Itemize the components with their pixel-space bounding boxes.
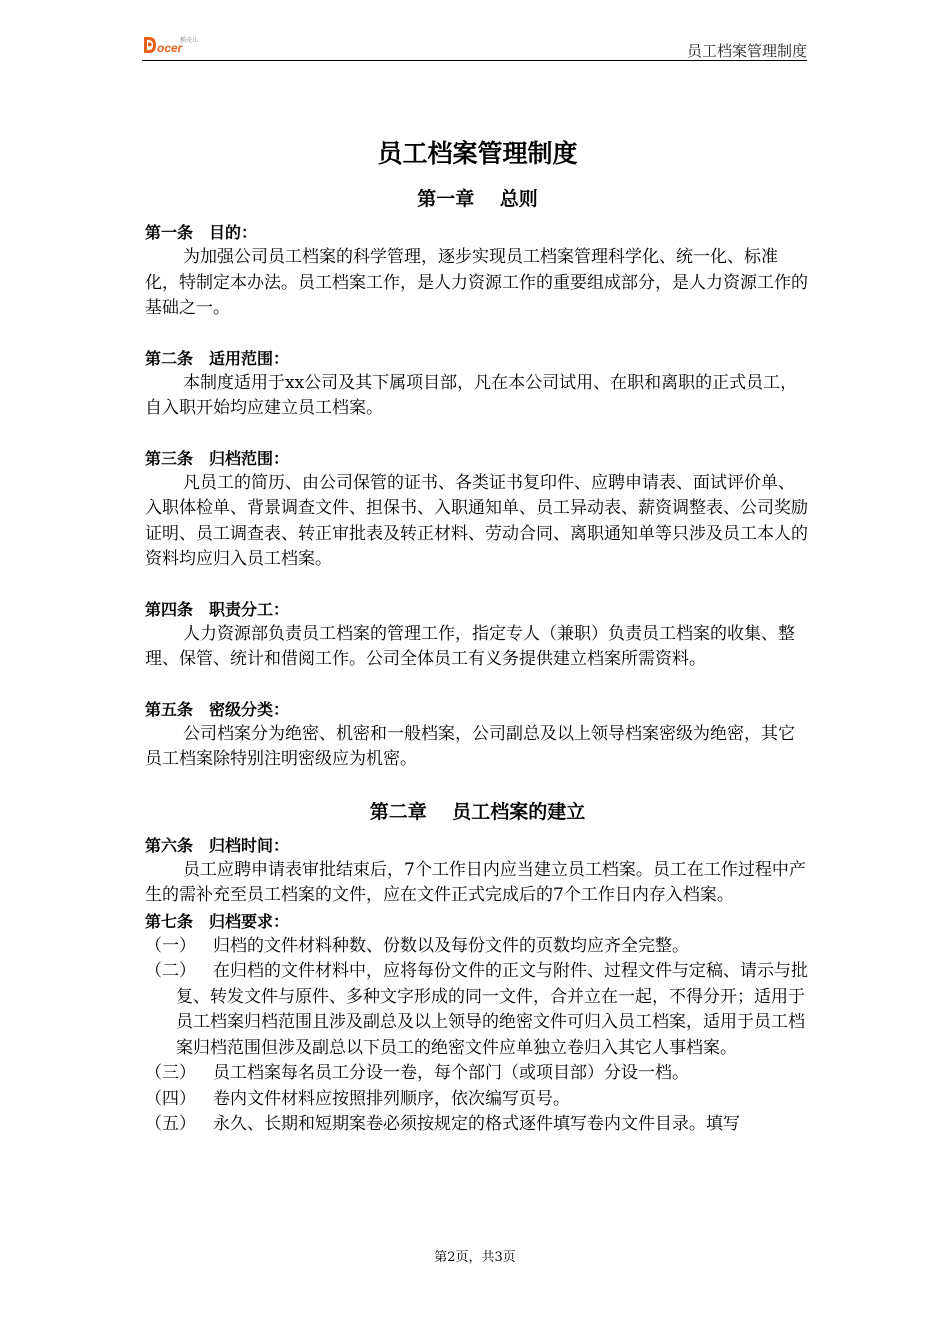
article-5 — [145, 697, 810, 773]
article-heading: 第一条 目的： — [145, 223, 258, 242]
list-item-text: 员工档案每名员工分设一卷，每个部门（或项目部）分设一档。 — [213, 1063, 689, 1083]
page-footer: 第2页，共3页 — [434, 1250, 516, 1265]
list-item-text: 在归档的文件材料中，应将每份文件的正文与附件、过程文件与定稿、请示与批复、转发文件与原件、多种文字形成的同一文件，合并立在一起，不得分开；适用于员工档案归档范围且涉及副总及以上领导的绝密文件可归入员工档案，适用于员工档案归档范围但涉及副总以下员工的绝密文件应单独立卷归入其它人事档案。 — [176, 961, 808, 1058]
document-body — [145, 130, 810, 1138]
article-7 — [145, 909, 810, 1138]
article-text: 人力资源部负责员工档案的管理工作，指定专人（兼职）负责员工档案的收集、整理、保管、统计和借阅工作。公司全体员工有义务提供建立档案所需资料。 — [145, 623, 795, 669]
page-header — [142, 30, 807, 61]
list-item — [145, 1112, 810, 1138]
article-heading: 第五条 密级分类： — [145, 699, 290, 719]
list-item-number: （一） — [145, 935, 196, 956]
list-item-text: 永久、长期和短期案卷必须按规定的格式逐件填写卷内文件目录。填写 — [213, 1114, 740, 1134]
article-4 — [145, 597, 810, 673]
document-title: 员工档案管理制度 — [377, 139, 578, 168]
list-item-number: （五） — [145, 1114, 196, 1134]
list-item-number: （二） — [145, 961, 196, 981]
article-3 — [145, 446, 810, 573]
list-item-text: 卷内文件材料应按照排列顺序，依次编写页号。 — [213, 1088, 570, 1109]
list-item — [145, 934, 810, 960]
article-text: 凡员工的简历、由公司保管的证书、各类证书复印件、应聘申请表、面试评价单、入职体检单、背景调查文件、担保书、入职通知单、员工异动表、薪资调整表、公司奖励证明、员工调查表、转正审批表及转正材料、劳动合同、离职通知单等只涉及员工本人的资料均应归入员工档案。 — [145, 472, 808, 569]
list-item — [145, 959, 810, 1061]
article-heading: 第六条 归档时间： — [145, 835, 290, 855]
chapter-heading: 第一章 总则 — [417, 188, 538, 210]
header-title: 员工档案管理制度 — [686, 42, 807, 60]
svg-text:稻壳儿: 稻壳儿 — [180, 37, 198, 44]
list-item-number: （四） — [145, 1088, 196, 1109]
article-heading: 第七条 归档要求： — [145, 911, 290, 931]
article-heading: 第三条 归档范围： — [145, 448, 290, 468]
chapter-heading: 第二章 员工档案的建立 — [369, 800, 586, 823]
article-text: 本制度适用于xx公司及其下属项目部，凡在本公司试用、在职和离职的正式员工，自入职开始均应建立员工档案。 — [145, 372, 798, 418]
article-heading: 第二条 适用范围： — [145, 348, 290, 368]
list-item-text: 归档的文件材料种数、份数以及每份文件的页数均应齐全完整。 — [213, 935, 689, 956]
list-item-number: （三） — [145, 1063, 196, 1083]
list-item — [145, 1061, 810, 1087]
article-text: 公司档案分为绝密、机密和一般档案，公司副总及以上领导档案密级为绝密，其它员工档案除特别注明密级应为机密。 — [145, 723, 795, 769]
list-item — [145, 1087, 810, 1113]
article-1 — [145, 220, 810, 322]
article-text: 为加强公司员工档案的科学管理，逐步实现员工档案管理科学化、统一化、标准化，特制定本办法。员工档案工作，是人力资源工作的重要组成部分，是人力资源工作的基础之一。 — [145, 247, 808, 318]
article-6 — [145, 833, 810, 909]
article-2 — [145, 346, 810, 422]
svg-text:ocer: ocer — [157, 41, 183, 55]
article-heading: 第四条 职责分工： — [145, 599, 290, 619]
docer-logo — [142, 34, 198, 56]
article-text: 员工应聘申请表审批结束后，7个工作日内应当建立员工档案。员工在工作过程中产生的需补充至员工档案的文件，应在文件正式完成后的7个工作日内存入档案。 — [145, 859, 806, 905]
